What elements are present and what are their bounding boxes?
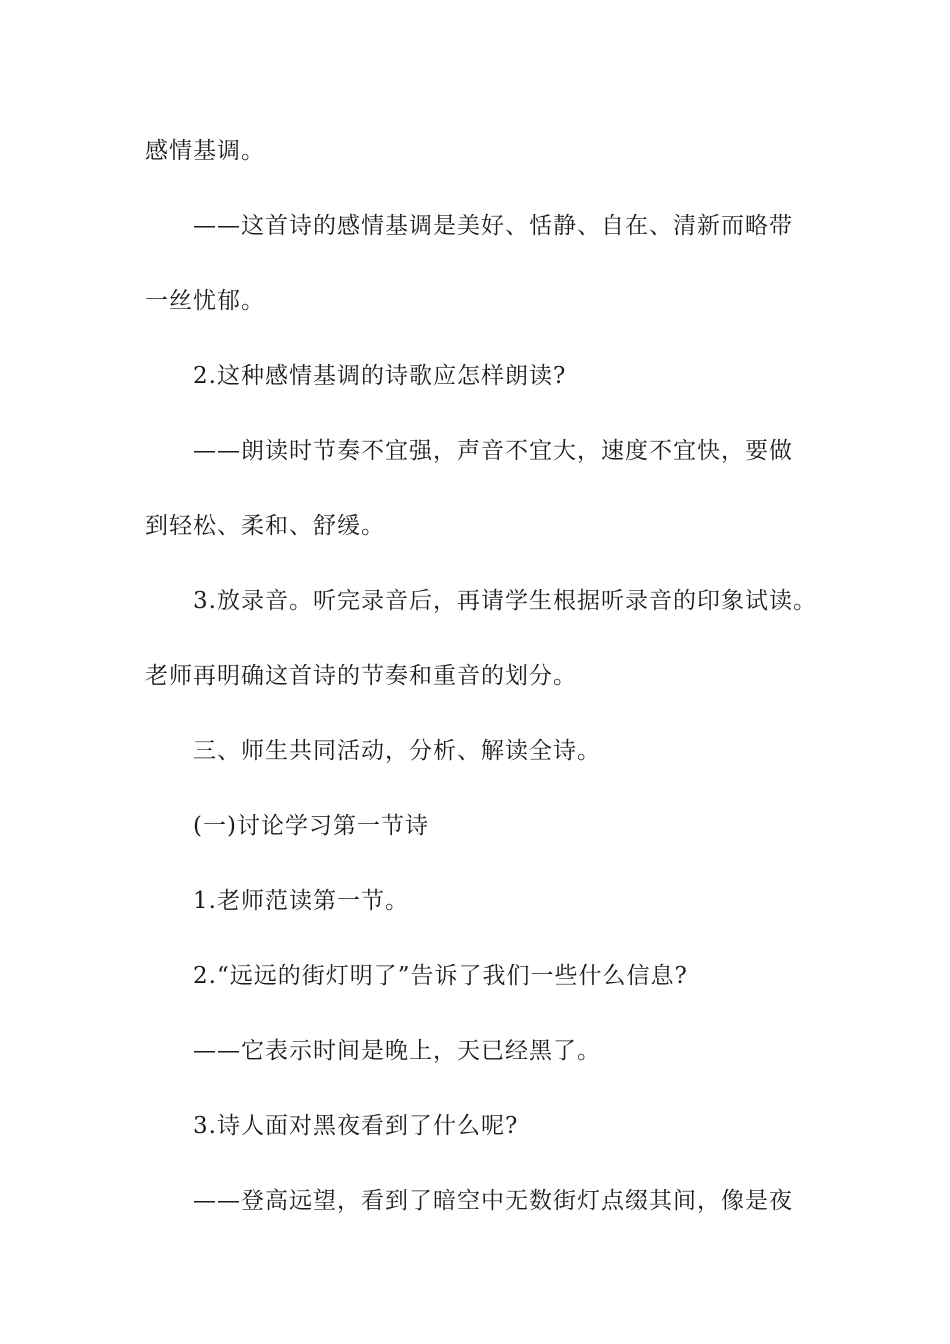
- text-line-11: 1.老师范读第一节。: [193, 888, 409, 914]
- text-line-5: ——朗读时节奏不宜强，声音不宜大，速度不宜快，要做: [193, 438, 793, 464]
- text-line-14: 3.诗人面对黑夜看到了什么呢?: [193, 1113, 519, 1139]
- text-line-1: 感情基调。: [145, 138, 265, 164]
- text-line-8: 老师再明确这首诗的节奏和重音的划分。: [145, 663, 577, 689]
- text-line-10: (一)讨论学习第一节诗: [193, 813, 429, 839]
- text-line-12: 2.“远远的街灯明了”告诉了我们一些什么信息?: [193, 963, 688, 989]
- text-line-4: 2.这种感情基调的诗歌应怎样朗读?: [193, 363, 567, 389]
- text-line-6: 到轻松、柔和、舒缓。: [145, 513, 385, 539]
- text-line-7: 3.放录音。听完录音后，再请学生根据听录音的印象试读。: [193, 588, 817, 614]
- text-line-15: ——登高远望，看到了暗空中无数街灯点缀其间，像是夜: [193, 1188, 793, 1214]
- text-line-3: 一丝忧郁。: [145, 288, 265, 314]
- text-line-2: ——这首诗的感情基调是美好、恬静、自在、清新而略带: [193, 213, 793, 239]
- text-line-13: ——它表示时间是晚上，天已经黑了。: [193, 1038, 601, 1064]
- text-line-9: 三、师生共同活动，分析、解读全诗。: [193, 738, 601, 764]
